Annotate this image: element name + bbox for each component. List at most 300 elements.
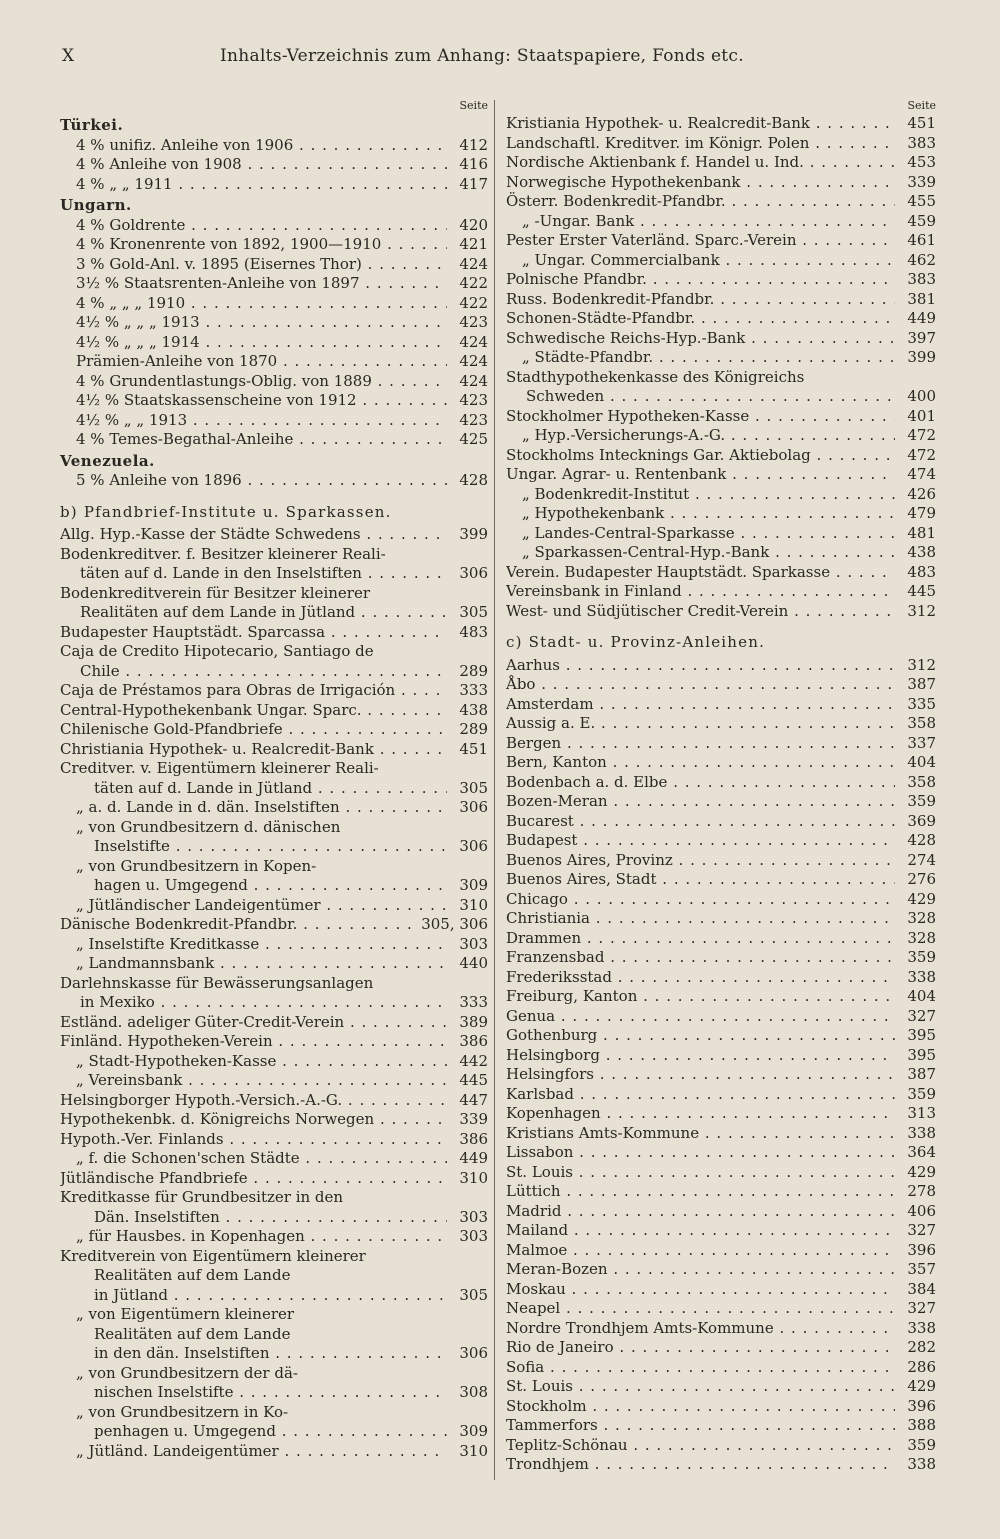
- index-entry: [60, 720, 488, 740]
- entry-text: Amsterdam . . .: [506, 695, 895, 713]
- index-entry: [60, 623, 488, 643]
- entry-text: Dän. Inselstiften . . .: [94, 1208, 447, 1226]
- index-entry: [506, 524, 936, 544]
- index-entry: [506, 1143, 936, 1163]
- entry-text: Genua . . .: [506, 1007, 895, 1025]
- index-entry: [506, 1358, 936, 1378]
- index-entry: [506, 465, 936, 485]
- entry-page-number: 423: [459, 313, 488, 331]
- entry-page-number: 451: [459, 739, 488, 758]
- index-entry: [506, 987, 936, 1007]
- entry-text: Estländ. adeliger Güter-Credit-Verein . . .: [60, 1013, 447, 1031]
- index-entry: [60, 974, 488, 994]
- index-entry: [60, 584, 488, 604]
- entry-text: Aussig a. E. . . .: [506, 714, 895, 732]
- entry-text: nischen Inselstifte . . .: [94, 1383, 447, 1401]
- entry-text: „ Inselstifte Kreditkasse . . .: [76, 935, 447, 953]
- entry-text: Buenos Aires, Provinz . . .: [506, 851, 895, 869]
- entry-page-number: 399: [459, 525, 488, 543]
- entry-page-number: 445: [907, 582, 936, 600]
- entry-page-number: 306: [459, 798, 488, 816]
- entry-page-number: 282: [907, 1338, 936, 1356]
- index-entry: [60, 1091, 488, 1111]
- index-entry: [60, 313, 488, 333]
- index-entry: [60, 954, 488, 974]
- entry-page-number: 359: [907, 1084, 936, 1103]
- entry-text: 4 % Anleihe von 1908 . . .: [76, 155, 447, 173]
- entry-page-number: 383: [907, 133, 936, 152]
- entry-page-number: 442: [459, 1051, 488, 1070]
- entry-text: Creditver. v. Eigentümern kleinerer Reali-: [60, 759, 379, 777]
- entry-text: Allg. Hyp.-Kasse der Städte Schwedens . . .: [60, 525, 447, 543]
- entry-page-number: 339: [907, 172, 936, 191]
- index-entry: [60, 993, 488, 1013]
- index-entry: [60, 779, 488, 799]
- entry-page-number: 424: [459, 254, 488, 273]
- index-entry: [60, 545, 488, 565]
- entry-page-number: 310: [459, 1168, 488, 1187]
- entry-page-number: 357: [907, 1260, 936, 1278]
- entry-text: Chicago . . .: [506, 890, 895, 908]
- entry-text: Kristians Amts-Kommune . . .: [506, 1124, 895, 1142]
- index-entry: [506, 1221, 936, 1241]
- section-heading: Türkei.: [60, 116, 124, 134]
- index-entry: [60, 430, 488, 450]
- index-entry: [60, 935, 488, 955]
- entry-text: Neapel . . .: [506, 1299, 895, 1317]
- entry-text: Åbo . . .: [506, 675, 895, 693]
- entry-text: Frederiksstad . . .: [506, 968, 895, 986]
- entry-page-number: 423: [459, 410, 488, 429]
- entry-page-number: 395: [907, 1026, 936, 1044]
- index-entry: [60, 915, 488, 935]
- entry-text: Vereinsbank in Finland . . .: [506, 582, 895, 600]
- entry-text: Bucarest . . .: [506, 812, 895, 830]
- index-entry: [60, 876, 488, 896]
- entry-text: Malmoe . . .: [506, 1241, 895, 1259]
- entry-page-number: 396: [907, 1396, 936, 1415]
- entry-text: Kreditverein von Eigentümern kleinerer: [60, 1246, 366, 1265]
- entry-text: in Jütland . . .: [94, 1286, 447, 1304]
- column-divider: [494, 100, 495, 1480]
- entry-text: Landschaftl. Kreditver. im Königr. Polen . . .: [506, 134, 895, 152]
- entry-text: 4 % unifiz. Anleihe von 1906 . . .: [76, 136, 447, 154]
- entry-text: Caja de Préstamos para Obras de Irrigación . . .: [60, 681, 447, 699]
- index-entry: [60, 391, 488, 411]
- entry-page-number: 387: [907, 1065, 936, 1083]
- entry-text: täten auf d. Lande in den Inselstiften . . .: [80, 564, 447, 582]
- index-entry: [506, 1299, 936, 1319]
- entry-page-number: 397: [907, 328, 936, 347]
- index-entry: [60, 1071, 488, 1091]
- entry-text: Budapester Hauptstädt. Sparcassa . . .: [60, 623, 447, 641]
- entry-page-number: 428: [459, 471, 488, 489]
- index-entry: [60, 333, 488, 353]
- index-entry: [506, 714, 936, 734]
- entry-text: Caja de Credito Hipotecario, Santiago de: [60, 642, 374, 660]
- index-entry: [506, 348, 936, 368]
- index-entry: [60, 740, 488, 760]
- index-entry: [506, 309, 936, 329]
- index-entry: [506, 1104, 936, 1124]
- index-entry: [60, 1286, 488, 1306]
- entry-text: Helsingborg . . .: [506, 1046, 895, 1064]
- entry-text: Russ. Bodenkredit-Pfandbr. . . .: [506, 290, 895, 308]
- index-entry: [506, 1455, 936, 1475]
- entry-text: „ Städte-Pfandbr. . . .: [522, 348, 895, 366]
- index-entry: [506, 582, 936, 602]
- entry-text: 4 % Grundentlastungs-Oblig. von 1889 . . .: [76, 372, 447, 390]
- entry-text: Prämien-Anleihe von 1870 . . .: [76, 352, 447, 370]
- index-entry: [506, 812, 936, 832]
- entry-text: „ Stadt-Hypotheken-Kasse . . .: [76, 1052, 447, 1070]
- entry-page-number: 474: [907, 465, 936, 483]
- index-entry: [506, 851, 936, 871]
- entry-page-number: 384: [907, 1279, 936, 1298]
- entry-text: Bodenbach a. d. Elbe . . .: [506, 773, 895, 791]
- index-entry: [60, 471, 488, 491]
- index-entry: [506, 753, 936, 773]
- entry-page-number: 306: [459, 837, 488, 855]
- index-entry: [60, 1032, 488, 1052]
- index-entry: [506, 1397, 936, 1417]
- entry-page-number: 312: [907, 655, 936, 674]
- index-entry: [60, 1442, 488, 1462]
- entry-page-number: 424: [459, 332, 488, 351]
- entry-text: Mailand . . .: [506, 1221, 895, 1239]
- index-entry: [60, 411, 488, 431]
- entry-text: Bozen-Meran . . .: [506, 792, 895, 810]
- entry-text: Trondhjem . . .: [506, 1455, 895, 1473]
- section-heading: Venezuela.: [60, 451, 155, 470]
- entry-page-number: 310: [459, 1441, 488, 1460]
- seite-label-left: Seite: [459, 99, 488, 112]
- index-entry: [506, 231, 936, 251]
- index-entry: [60, 1208, 488, 1228]
- entry-text: hagen u. Umgegend . . .: [94, 876, 447, 894]
- entry-page-number: 305: [459, 603, 488, 621]
- entry-text: „ für Hausbes. in Kopenhagen . . .: [76, 1227, 447, 1245]
- entry-page-number: 276: [907, 870, 936, 888]
- entry-text: „ von Grundbesitzern in Kopen-: [76, 856, 317, 875]
- entry-text: Meran-Bozen . . .: [506, 1260, 895, 1278]
- entry-text: Stockholm . . .: [506, 1397, 895, 1415]
- section-heading: Ungarn.: [60, 196, 132, 214]
- index-entry: [506, 656, 936, 676]
- entry-page-number: 429: [907, 1162, 936, 1181]
- entry-page-number: 309: [459, 1422, 488, 1440]
- entry-text: Lüttich . . .: [506, 1182, 895, 1200]
- entry-page-number: 289: [459, 720, 488, 738]
- entry-page-number: 305, 306: [421, 915, 488, 933]
- entry-text: 4½ % „ „ „ 1913 . . .: [76, 313, 447, 331]
- entry-text: Kristiania Hypothek- u. Realcredit-Bank . . .: [506, 114, 895, 132]
- index-entry: [506, 909, 936, 929]
- index-entry: [506, 602, 936, 622]
- entry-page-number: 445: [459, 1071, 488, 1089]
- entry-text: „ von Grundbesitzern d. dänischen: [76, 817, 341, 836]
- right-column: [506, 98, 936, 1475]
- entry-text: 4 % Goldrente . . .: [76, 216, 447, 234]
- index-entry: [506, 1436, 936, 1456]
- entry-text: „ -Ungar. Bank . . .: [522, 212, 895, 230]
- entry-text: „ Jütländischer Landeigentümer . . .: [76, 896, 447, 914]
- entry-text: Bodenkreditver. f. Besitzer kleinerer Reali-: [60, 544, 386, 563]
- index-entry: [60, 857, 488, 877]
- entry-text: penhagen u. Umgegend . . .: [94, 1422, 447, 1440]
- index-entry: [60, 681, 488, 701]
- entry-text: Christiania Hypothek- u. Realcredit-Bank . . .: [60, 740, 447, 758]
- section-spacer: [60, 491, 488, 499]
- entry-text: Schweden . . .: [526, 387, 895, 405]
- entry-text: Christiania . . .: [506, 909, 895, 927]
- entry-page-number: 406: [907, 1201, 936, 1220]
- entry-page-number: 364: [907, 1143, 936, 1161]
- entry-text: Madrid . . .: [506, 1202, 895, 1220]
- entry-page-number: 303: [459, 934, 488, 953]
- entry-text: 4 % „ „ „ 1910 . . .: [76, 294, 447, 312]
- entry-page-number: 308: [459, 1383, 488, 1401]
- entry-page-number: 399: [907, 348, 936, 366]
- entry-text: Schonen-Städte-Pfandbr. . . .: [506, 309, 895, 327]
- index-entry: [506, 968, 936, 988]
- index-entry: [506, 1202, 936, 1222]
- index-entry: [506, 870, 936, 890]
- index-entry: [60, 216, 488, 236]
- left-column: [60, 98, 488, 1461]
- entry-page-number: 455: [907, 192, 936, 210]
- entry-text: Österr. Bodenkredit-Pfandbr. . . .: [506, 192, 895, 210]
- index-entry: [506, 114, 936, 134]
- entry-text: „ Ungar. Commercialbank . . .: [522, 251, 895, 269]
- entry-text: Realitäten auf dem Lande: [94, 1266, 291, 1284]
- seite-label-right: Seite: [907, 99, 936, 112]
- index-entry: [506, 1085, 936, 1105]
- entry-page-number: 359: [907, 792, 936, 810]
- index-entry: [60, 294, 488, 314]
- index-entry: [506, 1163, 936, 1183]
- entry-page-number: 429: [907, 1377, 936, 1395]
- index-entry: [506, 504, 936, 524]
- entry-text: 3½ % Staatsrenten-Anleihe von 1897 . . .: [76, 274, 447, 292]
- index-entry: [60, 701, 488, 721]
- entry-text: Bodenkreditverein für Besitzer kleinerer: [60, 583, 370, 602]
- entry-page-number: 400: [907, 387, 936, 405]
- index-entry: [60, 1383, 488, 1403]
- entry-text: Karlsbad . . .: [506, 1085, 895, 1103]
- entry-text: Lissabon . . .: [506, 1143, 895, 1161]
- entry-page-number: 472: [907, 445, 936, 464]
- index-entry: [60, 564, 488, 584]
- entry-text: Helsingborger Hypoth.-Versich.-A.-G. . . .: [60, 1091, 447, 1109]
- entry-page-number: 333: [459, 681, 488, 699]
- index-entry: [60, 1247, 488, 1267]
- entry-text: St. Louis . . .: [506, 1377, 895, 1395]
- entry-page-number: 416: [459, 155, 488, 173]
- entry-page-number: 459: [907, 211, 936, 230]
- entry-text: St. Louis . . .: [506, 1163, 895, 1181]
- index-entry: [506, 251, 936, 271]
- entry-text: Darlehnskasse für Bewässerungsanlagen: [60, 973, 374, 992]
- entry-text: Kreditkasse für Grundbesitzer in den: [60, 1188, 344, 1206]
- entry-page-number: 479: [907, 504, 936, 522]
- entry-page-number: 481: [907, 523, 936, 542]
- entry-page-number: 404: [907, 987, 936, 1005]
- entry-text: Ungar. Agrar- u. Rentenbank . . .: [506, 465, 895, 483]
- entry-page-number: 417: [459, 174, 488, 193]
- index-entry: [506, 773, 936, 793]
- page-number: X: [62, 46, 75, 66]
- entry-text: Nordre Trondhjem Amts-Kommune . . .: [506, 1319, 895, 1337]
- entry-page-number: 303: [459, 1207, 488, 1226]
- entry-page-number: 335: [907, 694, 936, 713]
- entry-text: „ von Eigentümern kleinerer: [76, 1305, 295, 1323]
- entry-page-number: 306: [459, 1344, 488, 1362]
- index-entry: [60, 525, 488, 545]
- entry-page-number: 438: [459, 700, 488, 719]
- entry-text: „ von Grundbesitzern in Ko-: [76, 1402, 289, 1421]
- index-entry: [506, 426, 936, 446]
- entry-text: in den dän. Inselstiften . . .: [94, 1344, 447, 1362]
- entry-page-number: 359: [907, 948, 936, 966]
- entry-page-number: 447: [459, 1090, 488, 1109]
- entry-page-number: 387: [907, 675, 936, 693]
- index-entry: [506, 695, 936, 715]
- index-entry: [60, 896, 488, 916]
- entry-page-number: 449: [907, 309, 936, 327]
- entry-text: Aarhus . . .: [506, 656, 895, 674]
- entry-text: Polnische Pfandbr. . . .: [506, 270, 895, 288]
- entry-text: „ Landes-Central-Sparkasse . . .: [522, 524, 895, 542]
- entry-text: in Mexiko . . .: [80, 993, 447, 1011]
- entry-page-number: 359: [907, 1435, 936, 1454]
- index-entry: [60, 837, 488, 857]
- index-entry: [60, 1227, 488, 1247]
- subsection-heading: c) Stadt- u. Provinz-Anleihen.: [506, 633, 766, 651]
- entry-page-number: 396: [907, 1240, 936, 1259]
- entry-page-number: 421: [459, 235, 488, 253]
- entry-page-number: 383: [907, 270, 936, 288]
- entry-text: „ Hyp.-Versicherungs-A.-G. . . .: [522, 426, 895, 444]
- entry-text: Chile . . .: [80, 662, 447, 680]
- entry-page-number: 386: [459, 1032, 488, 1050]
- entry-page-number: 438: [907, 543, 936, 561]
- entry-text: „ Sparkassen-Central-Hyp.-Bank . . .: [522, 543, 895, 561]
- entry-text: Schwedische Reichs-Hyp.-Bank . . .: [506, 329, 895, 347]
- index-entry: [506, 134, 936, 154]
- entry-page-number: 338: [907, 1123, 936, 1142]
- entry-page-number: 328: [907, 909, 936, 927]
- entry-text: Sofia . . .: [506, 1358, 895, 1376]
- entry-page-number: 388: [907, 1416, 936, 1434]
- entry-page-number: 424: [459, 371, 488, 390]
- entry-text: Chilenische Gold-Pfandbriefe . . .: [60, 720, 447, 738]
- entry-text: Norwegische Hypothekenbank . . .: [506, 173, 895, 191]
- entry-text: „ Vereinsbank . . .: [76, 1071, 447, 1089]
- index-entry: [60, 1130, 488, 1150]
- index-entry: [506, 407, 936, 427]
- index-entry: [60, 1149, 488, 1169]
- entry-text: Jütländische Pfandbriefe . . .: [60, 1169, 447, 1187]
- right-index-list: [506, 114, 936, 1475]
- index-entry: [60, 1052, 488, 1072]
- entry-page-number: 422: [459, 274, 488, 292]
- entry-page-number: 483: [907, 562, 936, 581]
- entry-text: „ Landmannsbank . . .: [76, 954, 447, 972]
- entry-text: Stockholmer Hypotheken-Kasse . . .: [506, 407, 895, 425]
- index-entry: [60, 1169, 488, 1189]
- entry-page-number: 389: [459, 1012, 488, 1031]
- index-entry: [506, 1026, 936, 1046]
- entry-page-number: 274: [907, 850, 936, 869]
- index-entry: [60, 372, 488, 392]
- subsection-heading: b) Pfandbrief-Institute u. Sparkassen.: [60, 502, 392, 521]
- index-entry: [60, 1013, 488, 1033]
- entry-text: Pester Erster Vaterländ. Sparc.-Verein . . .: [506, 231, 895, 249]
- entry-text: Franzensbad . . .: [506, 948, 895, 966]
- entry-page-number: 453: [907, 153, 936, 171]
- entry-page-number: 306: [459, 564, 488, 582]
- entry-text: „ Hypothekenbank . . .: [522, 504, 895, 522]
- entry-page-number: 449: [459, 1149, 488, 1167]
- entry-text: Bergen . . .: [506, 734, 895, 752]
- entry-text: Finländ. Hypotheken-Verein . . .: [60, 1032, 447, 1050]
- entry-text: 4 % Temes-Begathal-Anleihe . . .: [76, 430, 447, 448]
- entry-page-number: 338: [907, 1455, 936, 1473]
- entry-page-number: 338: [907, 967, 936, 986]
- entry-page-number: 286: [907, 1357, 936, 1376]
- index-entry: [60, 1403, 488, 1423]
- entry-page-number: 339: [459, 1110, 488, 1128]
- index-entry: [506, 1416, 936, 1436]
- index-entry: [506, 290, 936, 310]
- entry-text: 4 % Kronenrente von 1892, 1900—1910 . . .: [76, 235, 447, 253]
- entry-text: Stadthypothekenkasse des Königreichs: [506, 367, 805, 386]
- entry-page-number: 327: [907, 1006, 936, 1025]
- index-entry: [506, 192, 936, 212]
- entry-text: Buenos Aires, Stadt . . .: [506, 870, 895, 888]
- entry-text: Realitäten auf dem Lande: [94, 1324, 291, 1343]
- entry-text: 4½ % „ „ 1913 . . .: [76, 411, 447, 429]
- index-entry: [60, 155, 488, 175]
- index-entry: [506, 929, 936, 949]
- entry-text: Drammen . . .: [506, 929, 895, 947]
- index-entry: [506, 734, 936, 754]
- entry-page-number: 313: [907, 1104, 936, 1122]
- entry-text: „ von Grundbesitzern der dä-: [76, 1363, 298, 1382]
- entry-page-number: 386: [459, 1129, 488, 1148]
- index-entry: [506, 446, 936, 466]
- entry-page-number: 440: [459, 954, 488, 972]
- entry-page-number: 451: [907, 114, 936, 132]
- index-entry: [60, 1110, 488, 1130]
- entry-text: Realitäten auf dem Lande in Jütland . . .: [80, 603, 447, 621]
- entry-page-number: 462: [907, 250, 936, 269]
- entry-text: „ Bodenkredit-Institut . . .: [522, 485, 895, 503]
- index-entry: [506, 543, 936, 563]
- entry-page-number: 305: [459, 1285, 488, 1304]
- index-entry: [506, 948, 936, 968]
- index-entry: [60, 1266, 488, 1286]
- entry-page-number: 381: [907, 289, 936, 308]
- entry-text: „ f. die Schonen'schen Städte . . .: [76, 1149, 447, 1167]
- index-entry: [506, 1377, 936, 1397]
- index-entry: [60, 1305, 488, 1325]
- index-entry: [506, 212, 936, 232]
- entry-page-number: 305: [459, 778, 488, 797]
- entry-text: Verein. Budapester Hauptstädt. Sparkasse . . .: [506, 563, 895, 581]
- entry-page-number: 420: [459, 215, 488, 234]
